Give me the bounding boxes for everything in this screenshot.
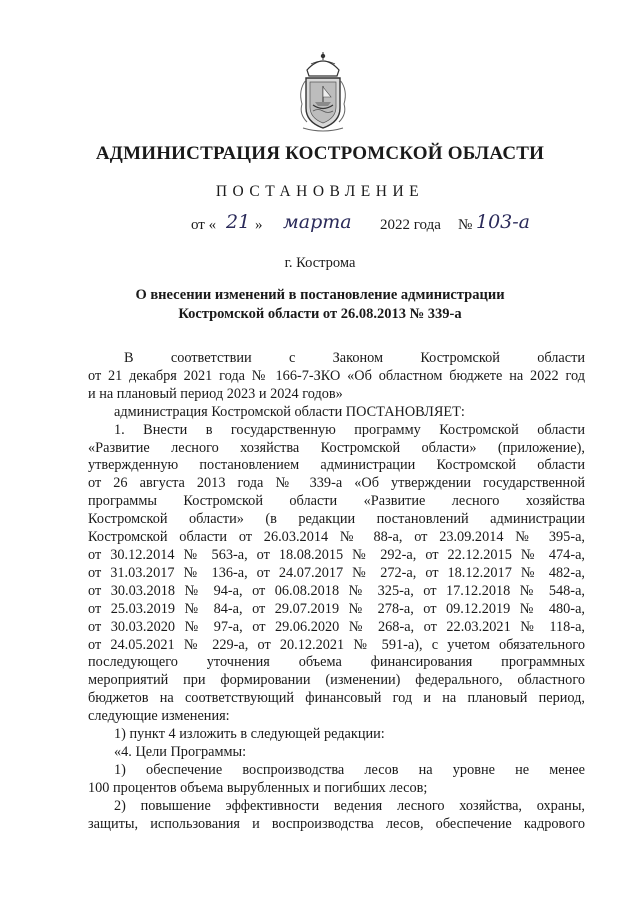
preamble-first-line-wrap xyxy=(88,350,585,368)
document-body xyxy=(88,350,585,833)
subject-line-1: О внесении изменений в постановление администрации xyxy=(135,287,505,303)
goal1-line: 100 процентов объема вырубленных и погибших лесов; xyxy=(88,779,428,796)
coat-of-arms-emblem xyxy=(293,50,353,134)
subitem1-line: 1) пункт 4 изложить в следующей редакции: xyxy=(114,726,385,743)
goals-heading-wrap xyxy=(88,744,585,762)
goal1-first-wrap xyxy=(88,762,585,780)
item1-line: от 30.12.2014 № 563-а, от 18.08.2015 № 292-а, от 22.12.2015 № 474-а, xyxy=(88,546,585,563)
goal2-first-wrap xyxy=(88,798,585,816)
date-year: 2022 года xyxy=(380,217,441,233)
subitem1-wrap xyxy=(88,726,585,744)
item1-line: последующего уточнения объема финансирования программных xyxy=(88,654,585,671)
preamble-line: и на плановый период 2023 и 2024 годов» xyxy=(88,385,343,402)
number-prefix: № xyxy=(458,217,473,233)
item1-line: «Развитие лесного хозяйства Костромской области» (приложение), xyxy=(88,439,585,456)
resolves-wrap xyxy=(88,404,585,422)
resolves-line: администрация Костромской области ПОСТАНОВЛЯЕТ: xyxy=(114,403,465,420)
item1-line: мероприятий при формировании (изменении) федерального, областного xyxy=(88,672,585,689)
subject-heading xyxy=(0,286,640,324)
goal1-line: 1) обеспечение воспроизводства лесов на уровне не менее xyxy=(114,761,585,778)
item1-line: от 30.03.2020 № 97-а, от 29.06.2020 № 268-а, от 22.03.2021 № 118-а, xyxy=(88,618,585,635)
item1-line: бюджетов на соответствующий финансовый год и на плановый период, xyxy=(88,690,585,707)
item1-line: следующие изменения: xyxy=(88,708,230,725)
item1-line: от 31.03.2017 № 136-а, от 24.07.2017 № 272-а, от 18.12.2017 № 482-а, xyxy=(88,564,585,581)
item1-line: от 26 августа 2013 года № 339-а «Об утверждении государственной xyxy=(88,475,585,492)
date-month-handwritten: марта xyxy=(283,211,352,233)
preamble-line: В соответствии с Законом Костромской области xyxy=(124,350,585,366)
preamble-line: от 21 декабря 2021 года № 166-7-ЗКО «Об областном бюджете на 2022 год xyxy=(88,367,585,384)
item1-first-wrap xyxy=(88,422,585,440)
item1-line: утвержденную постановлением администрации Костромской области xyxy=(88,457,585,474)
item1-line: Костромской области» (в редакции постановлений администрации xyxy=(88,511,585,528)
item1-line: Костромской области от 26.03.2014 № 88-а, от 23.09.2014 № 395-а, xyxy=(88,529,585,546)
goal2-line: 2) повышение эффективности ведения лесного хозяйства, охраны, xyxy=(114,797,585,814)
subject-line-2: Костромской области от 26.08.2013 № 339-а xyxy=(178,306,462,322)
goals-heading: «4. Цели Программы: xyxy=(114,743,247,760)
goal2-line: защиты, использования и воспроизводства лесов, обеспечение кадрового xyxy=(88,815,585,832)
date-prefix: от « xyxy=(191,217,217,233)
document-number-handwritten: 103-а xyxy=(476,211,531,233)
date-day-handwritten: 21 xyxy=(226,211,251,233)
organization-title: АДМИНИСТРАЦИЯ КОСТРОМСКОЙ ОБЛАСТИ xyxy=(95,143,545,164)
document-type: ПОСТАНОВЛЕНИЕ xyxy=(215,183,425,200)
item1-line: от 24.05.2021 № 229-а, от 20.12.2021 № 591-а), с учетом обязательного xyxy=(88,636,585,653)
item1-line: от 30.03.2018 № 94-а, от 06.08.2018 № 325-а, от 17.12.2018 № 548-а, xyxy=(88,582,585,599)
item1-line: 1. Внести в государственную программу Костромской области xyxy=(114,421,585,438)
item1-line: программы Костромской области «Развитие лесного хозяйства xyxy=(88,493,585,510)
city: г. Кострома xyxy=(284,255,356,271)
date-mid: » xyxy=(255,217,263,233)
item1-line: от 25.03.2019 № 84-а, от 29.07.2019 № 278-а, от 09.12.2019 № 480-а, xyxy=(88,600,585,617)
